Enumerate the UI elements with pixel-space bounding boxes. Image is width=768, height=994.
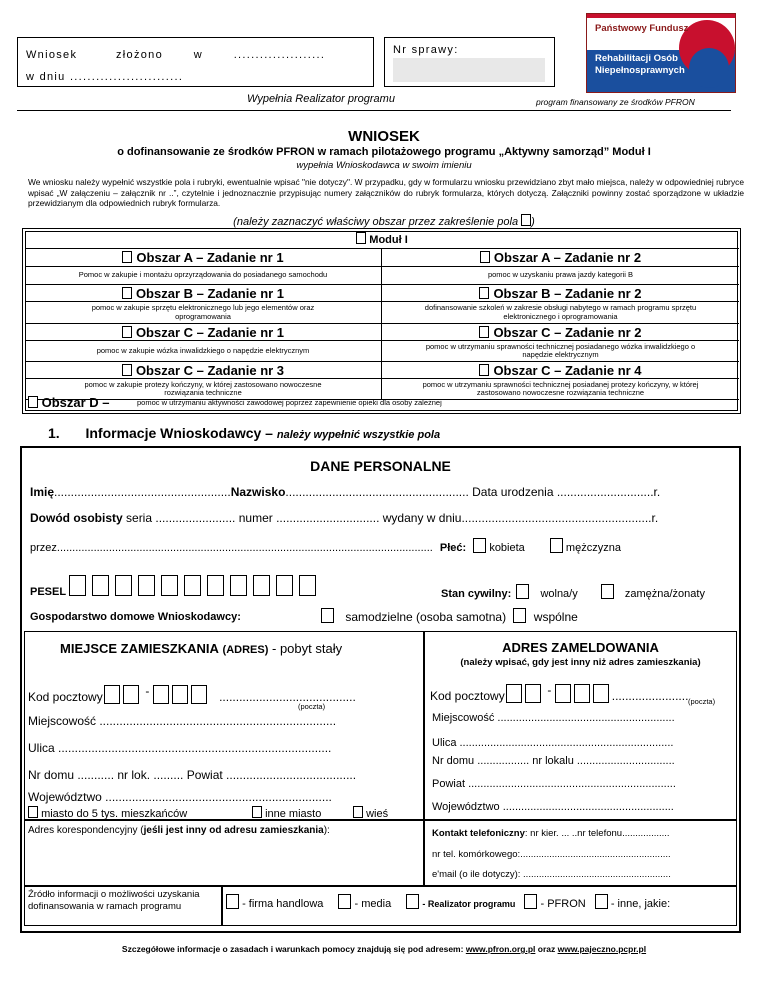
source-pfron-checkbox[interactable]	[524, 894, 537, 909]
filled-by-realizator: Wypełnia Realizator programu	[247, 93, 395, 105]
area-d-desc: pomoc w utrzymaniu aktywności zawodowej poprzez zapewnienie opieki dla osoby zależnej	[137, 398, 442, 407]
residence-postal-label: Kod pocztowy	[28, 690, 103, 704]
case-number-box	[384, 37, 555, 87]
section-1-note: należy wypełnić wszystkie pola	[276, 429, 441, 441]
issued-by-field[interactable]: przez...........................................................................................................................	[30, 542, 433, 554]
area-title	[25, 361, 381, 379]
registration-street-field[interactable]: Ulica ......................................................................	[432, 737, 674, 749]
area-checkbox[interactable]	[479, 287, 489, 299]
submitted-word: złożono	[116, 49, 164, 61]
area-checkbox[interactable]	[480, 251, 490, 263]
registration-postal-label: Kod pocztowy	[430, 689, 505, 703]
id-series-field[interactable]: seria ........................	[126, 511, 236, 525]
household-options	[321, 608, 578, 624]
id-issued-field[interactable]: wydany w dniu.........................................................r.	[382, 511, 659, 525]
area-d-title	[28, 395, 110, 410]
area-cell	[382, 249, 739, 284]
residence-house-field[interactable]: Nr domu ........... nr lok. ......... Powiat .......................................	[28, 768, 357, 782]
source-realizator-label: - Realizator programu	[422, 899, 516, 909]
source-label: Źródło informacji o możliwości uzyskania dofinansowania w ramach programu	[28, 889, 200, 912]
module-label-row	[25, 231, 739, 249]
source-firm-label: - firma handlowa	[242, 898, 324, 910]
pesel-digit-box[interactable]	[69, 575, 86, 596]
correspondence-label-end: ):	[323, 825, 330, 836]
village-option	[353, 806, 388, 820]
sex-label: Płeć	[439, 542, 463, 554]
area-title	[25, 284, 381, 302]
area-desc: Pomoc w zakupie i montażu oprzyrządowania do posiadanego samochodu	[78, 270, 328, 280]
pesel-digit-box[interactable]	[115, 575, 132, 596]
phone-row	[432, 828, 670, 839]
registration-note: (należy wpisać, gdy jest inny niż adres zamieszkania)	[460, 657, 701, 668]
source-options	[226, 894, 670, 910]
residence-post-office-caption: (poczta)	[298, 702, 326, 711]
area-checkbox[interactable]	[122, 287, 132, 299]
source-media-checkbox[interactable]	[338, 894, 351, 909]
residence-heading-paren: (ADRES)	[222, 644, 269, 656]
pesel-label: PESEL	[30, 586, 67, 598]
mobile-field[interactable]: nr tel. komórkowego:.........................................................	[432, 849, 671, 860]
town-small-label: miasto do 5 tys. mieszkańców	[41, 808, 188, 820]
source-realizator-checkbox[interactable]	[406, 894, 419, 909]
footer-note	[0, 944, 768, 954]
area-desc: pomoc w uzyskaniu prawa jazdy kategorii B	[487, 270, 634, 280]
sex-male-checkbox[interactable]	[550, 538, 563, 553]
registration-postal-row: Kod pocztowy - .......................	[430, 683, 689, 703]
footer-link-pfron[interactable]: www.pfron.org.pl	[465, 944, 536, 954]
phone-label: Kontakt telefoniczny	[432, 828, 525, 839]
area-cell	[25, 323, 382, 361]
id-number-field[interactable]: numer ...............................	[238, 511, 380, 525]
area-checkbox[interactable]	[122, 251, 132, 263]
registration-postal-digit-4[interactable]	[574, 684, 590, 703]
sex-male-label: mężczyzna	[565, 542, 621, 554]
area-hint-text: (należy zaznaczyć właściwy obszar przez zakreślenie pola	[233, 216, 519, 228]
area-desc: pomoc w utrzymaniu sprawności technicznej posiadanej protezy kończyny, w której zastosowano nowoczesne rozwiązania techniczne	[422, 379, 699, 397]
logo-line-2: Niepełnosprawnych	[595, 65, 685, 76]
residence-postal-digit-4[interactable]	[172, 685, 188, 704]
logo-title: Państwowy Fundusz	[595, 23, 689, 34]
residence-postal-digit-5[interactable]	[191, 685, 207, 704]
marital-married-label: zamężna/żonaty	[624, 588, 705, 600]
area-title-text: Obszar C – Zadanie nr 3	[135, 363, 285, 378]
first-name-field[interactable]: .....................................................	[54, 485, 231, 499]
area-checkbox[interactable]	[479, 364, 489, 376]
area-d-row	[25, 394, 739, 411]
registration-city-field[interactable]: Miejscowość ..........................................................	[432, 712, 675, 724]
submitted-place-field[interactable]: .....................	[233, 49, 326, 61]
birth-date-field[interactable]: Data urodzenia .............................r.	[472, 485, 661, 499]
residence-postal-digit-2[interactable]	[123, 685, 139, 704]
issued-by-row: przez........................................................................................................................... Płeć: kobieta mężczyzna	[30, 538, 621, 554]
sex-female-label: kobieta	[489, 542, 525, 554]
marital-married-checkbox[interactable]	[601, 584, 614, 599]
residence-postal-row: Kod pocztowy - .........................................	[28, 684, 356, 704]
household-alone-checkbox[interactable]	[321, 608, 334, 623]
area-title-text: Obszar C – Zadanie nr 4	[493, 363, 642, 378]
household-label: Gospodarstwo domowe Wnioskodawcy:	[30, 611, 241, 623]
area-desc: pomoc w zakupie wózka inwalidzkiego o napędzie elektrycznym	[96, 345, 310, 355]
town-small-checkbox[interactable]	[28, 806, 38, 818]
pfron-logo	[586, 13, 736, 93]
area-desc: pomoc w utrzymaniu sprawności technicznej posiadanego wózka inwalidzkiego o napędzie elektrycznym	[425, 341, 696, 359]
area-title-text: Obszar A – Zadanie nr 2	[493, 250, 642, 265]
area-cell	[25, 249, 382, 284]
filled-by-applicant: wypełnia Wnioskodawca w swoim imieniu	[296, 160, 472, 171]
area-title-text: Obszar C – Zadanie nr 1	[135, 325, 285, 340]
source-media-label: - media	[354, 898, 392, 910]
pesel-digit-box[interactable]	[184, 575, 201, 596]
pesel-digit-box[interactable]	[138, 575, 155, 596]
form-title: WNIOSEK	[348, 128, 420, 145]
registration-post-office-field[interactable]: .......................	[611, 689, 689, 703]
registration-postal-digit-3[interactable]	[555, 684, 571, 703]
residence-postal-digit-1[interactable]	[104, 685, 120, 704]
logo-line-1: Rehabilitacji Osób	[595, 53, 678, 64]
town-other-checkbox[interactable]	[252, 806, 262, 818]
marital-row: Stan cywilny: wolna/y zamężna/żonaty	[441, 584, 705, 600]
case-number-field[interactable]	[393, 58, 545, 82]
area-checkbox[interactable]	[122, 326, 132, 338]
residence-street-field[interactable]: Ulica ..................................................................................	[28, 741, 332, 755]
header-divider	[17, 110, 731, 111]
area-desc: pomoc w zakupie sprzętu elektronicznego lub jego elementów oraz oprogramowania	[91, 303, 315, 321]
first-name-label: Imię	[30, 485, 55, 499]
residence-heading-suffix: - pobyt stały	[272, 641, 343, 656]
registration-postal-digit-5[interactable]	[593, 684, 609, 703]
id-row	[30, 511, 658, 525]
area-hint: (należy zaznaczyć właściwy obszar przez zakreślenie pola )	[233, 216, 535, 228]
residence-city-field[interactable]: Miejscowość .......................................................................	[28, 714, 337, 728]
id-label: Dowód osobisty	[30, 511, 123, 525]
correspondence-label-bold: jeśli jest inny od adresu zamieszkania	[143, 825, 324, 836]
marital-single-label: wolna/y	[540, 588, 578, 600]
source-firm-checkbox[interactable]	[226, 894, 239, 909]
footer-mid: oraz	[535, 944, 558, 954]
marital-label: Stan cywilny	[441, 588, 508, 600]
area-desc: pomoc w zakupie protezy kończyny, w której zastosowano nowoczesne rozwiązania techniczne	[84, 379, 322, 397]
area-title-text: Obszar B – Zadanie nr 2	[493, 286, 642, 301]
town-other-option	[252, 806, 321, 820]
area-title	[25, 323, 381, 341]
form-subtitle: o dofinansowanie ze środków PFRON w ramach pilotażowego programu „Aktywny samorząd” Moduł I	[117, 146, 651, 158]
residence-heading	[60, 641, 342, 656]
area-desc: dofinansowanie szkoleń w zakresie obsługi nabytego w ramach programu sprzętu elektronicznego i oprogramowania	[424, 303, 697, 321]
area-title	[382, 323, 739, 341]
personal-heading: DANE PERSONALNE	[310, 458, 451, 474]
area-cell	[25, 284, 382, 323]
last-name-label: Nazwisko	[230, 485, 286, 499]
sex-female-checkbox[interactable]	[473, 538, 486, 553]
instructions-paragraph: We wniosku należy wypełnić wszystkie pola i rubryki, ewentualnie wpisać "nie dotyczy". W przypadku, gdy w formularzu wniosku przewidziano zbyt mało miejsca, należy w odpowiedniej rubryce wpisać „W załączeniu – załącznik nr ..”, czytelnie i jednoznacznie przypisując numery załączników do rubryk formularza, których dotyczą. Załączniki powinny zostać sporządzone w układzie przewidzianym dla odpowiednich rubryk formularza.	[28, 177, 744, 208]
pesel-digit-box[interactable]	[276, 575, 293, 596]
household-row	[30, 611, 241, 623]
logo-red-band	[587, 14, 736, 18]
household-shared-checkbox[interactable]	[513, 608, 526, 623]
household-shared-label: wspólne	[533, 610, 578, 624]
area-title	[382, 284, 739, 302]
pesel-digit-box[interactable]	[299, 575, 316, 596]
village-label: wieś	[366, 808, 389, 820]
pesel-digit-box[interactable]	[92, 575, 109, 596]
residence-postal-digit-3[interactable]	[153, 685, 169, 704]
registration-house-field[interactable]: Nr domu ................. nr lokalu ................................	[432, 755, 675, 767]
town-type-row	[28, 806, 187, 820]
module-label: Moduł I	[369, 234, 408, 246]
household-alone-label: samodzielne (osoba samotna)	[345, 610, 507, 624]
correspondence-label	[28, 825, 330, 836]
registration-post-office-caption: (poczta)	[688, 697, 716, 706]
residence-voivodeship-field[interactable]: Województwo ....................................................................	[28, 790, 332, 804]
area-title	[382, 249, 739, 267]
source-other-label: - inne, jakie:	[610, 898, 671, 910]
financed-note: program finansowany ze środków PFRON	[536, 97, 695, 107]
area-d-title-text: Obszar D –	[41, 395, 110, 410]
module-checkbox[interactable]	[356, 232, 366, 244]
email-field[interactable]: e'mail (o ile dotyczy): ........................................................	[432, 869, 671, 880]
name-row	[30, 485, 660, 499]
in-word: w	[193, 49, 203, 61]
section-1-title: Informacje Wnioskodawcy –	[85, 425, 273, 441]
pesel-boxes	[69, 584, 322, 596]
registration-district-field[interactable]: Powiat ....................................................................	[432, 778, 676, 790]
area-d-checkbox[interactable]	[28, 396, 38, 408]
submitted-label: Wniosek	[26, 49, 78, 61]
submission-box	[17, 37, 374, 87]
footer-link-pcpr[interactable]: www.pajeczno.pcpr.pl	[557, 944, 647, 954]
sample-checkbox-icon	[521, 214, 531, 226]
section-1-heading	[48, 425, 440, 441]
area-cell	[382, 323, 739, 361]
registration-heading: ADRES ZAMELDOWANIA	[502, 640, 659, 655]
area-title-text: Obszar A – Zadanie nr 1	[136, 250, 284, 265]
submitted-date-field[interactable]: w dniu ..........................	[26, 71, 184, 83]
phone-field[interactable]: : nr kier. ... ..nr telefonu..................	[524, 828, 670, 839]
source-pfron-label: - PFRON	[540, 898, 586, 910]
marital-single-checkbox[interactable]	[516, 584, 529, 599]
last-name-field[interactable]: .......................................................	[285, 485, 469, 499]
town-other-label: inne miasto	[265, 808, 322, 820]
area-title	[25, 249, 381, 267]
pesel-digit-box[interactable]	[253, 575, 270, 596]
area-checkbox[interactable]	[122, 364, 132, 376]
pesel-row	[30, 577, 322, 598]
village-checkbox[interactable]	[353, 806, 363, 818]
residence-post-office-field[interactable]: .........................................	[219, 690, 356, 704]
area-title	[382, 361, 739, 379]
registration-postal-digit-1[interactable]	[506, 684, 522, 703]
registration-postal-digit-2[interactable]	[525, 684, 541, 703]
pesel-digit-box[interactable]	[230, 575, 247, 596]
area-cell	[382, 284, 739, 323]
area-title-text: Obszar C – Zadanie nr 2	[493, 325, 642, 340]
residence-heading-text: MIEJSCE ZAMIESZKANIA	[60, 641, 219, 656]
correspondence-label-text: Adres korespondencyjny (	[28, 825, 144, 836]
pesel-digit-box[interactable]	[207, 575, 224, 596]
area-checkbox[interactable]	[479, 326, 489, 338]
area-title-text: Obszar B – Zadanie nr 1	[135, 286, 285, 301]
registration-voivodeship-field[interactable]: Województwo ........................................................	[432, 801, 674, 813]
pesel-digit-box[interactable]	[161, 575, 178, 596]
case-number-label: Nr sprawy:	[393, 44, 459, 56]
section-1-number: 1.	[48, 425, 60, 441]
source-other-checkbox[interactable]	[595, 894, 608, 909]
logo-blue-circle	[689, 48, 729, 88]
footer-text: Szczegółowe informacje o zasadach i warunkach pomocy znajdują się pod adresem:	[121, 944, 466, 954]
